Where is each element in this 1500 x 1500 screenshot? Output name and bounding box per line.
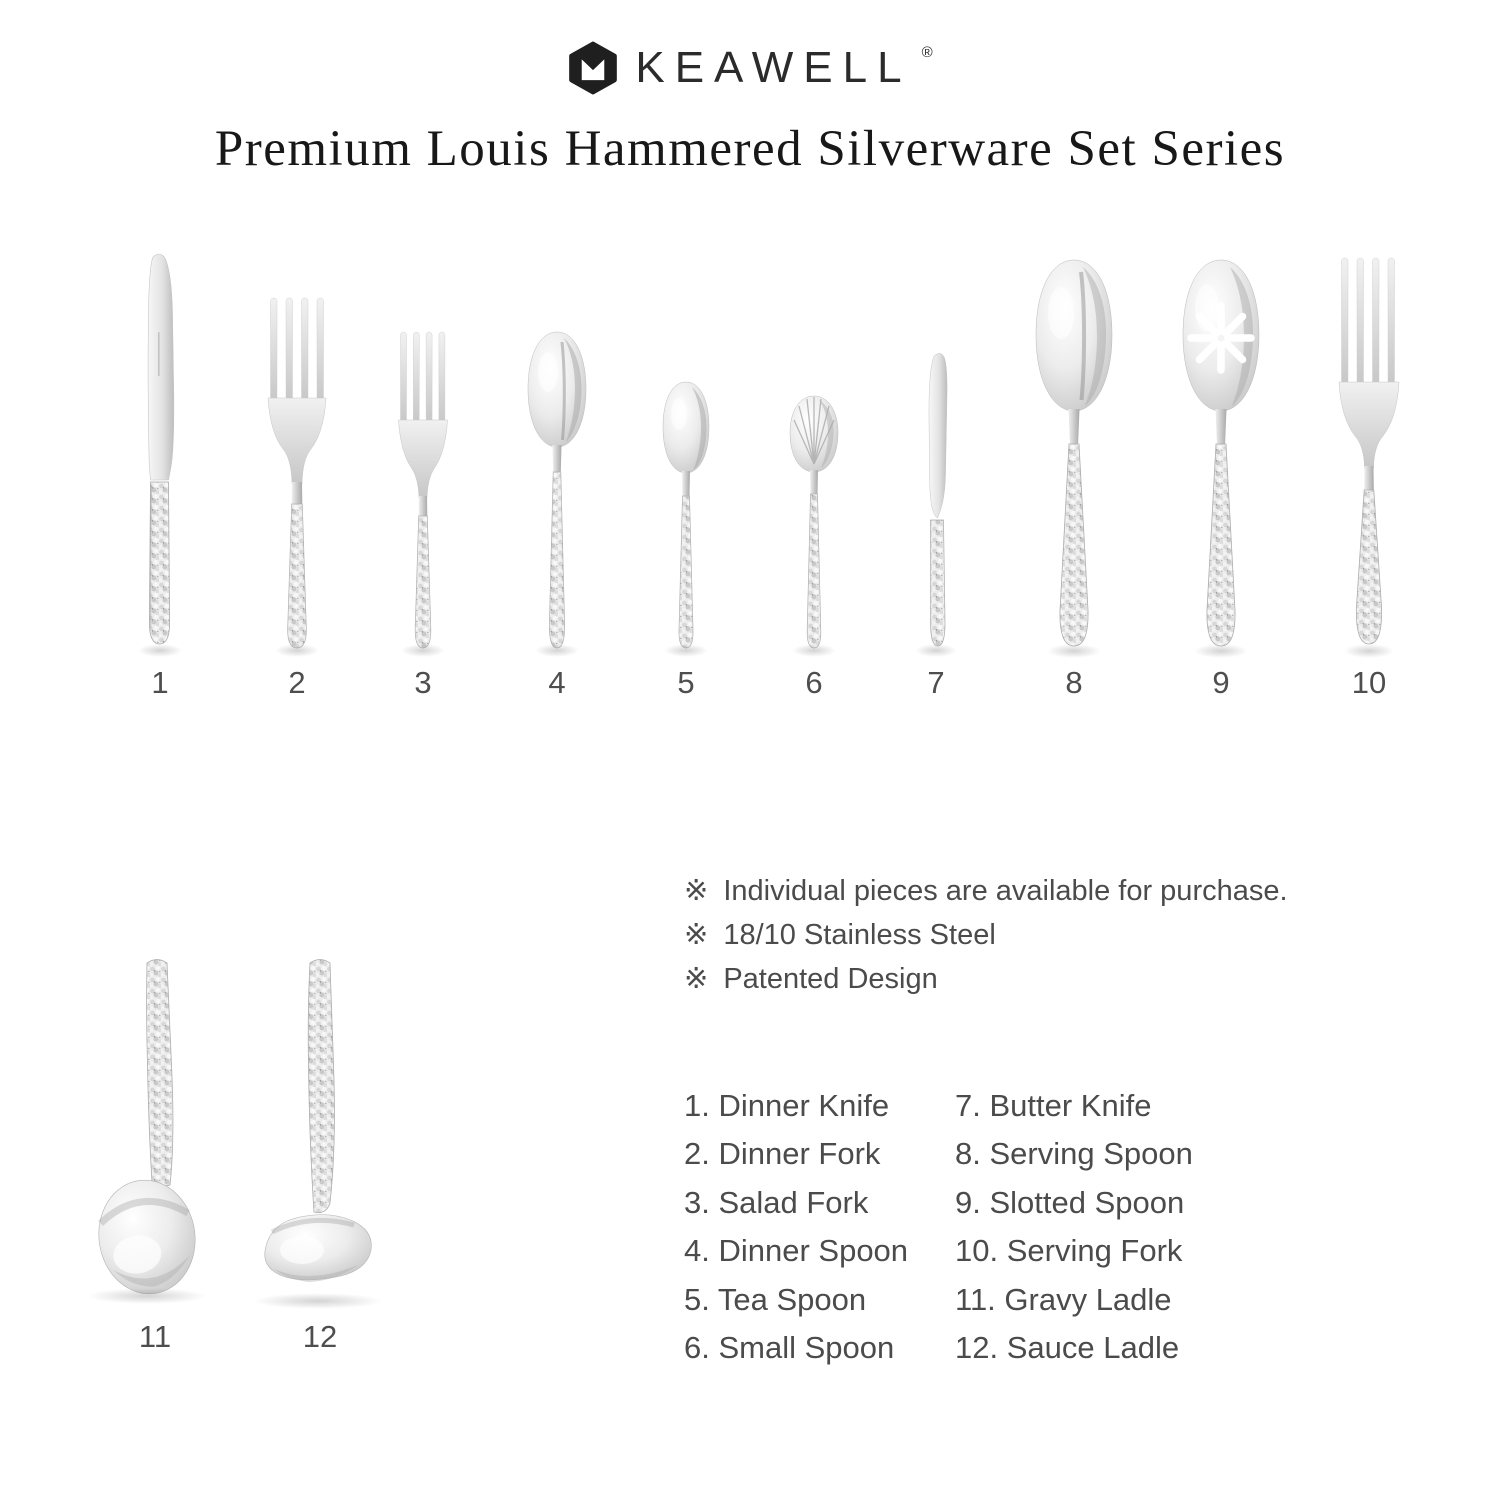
- brand-header: [0, 40, 1500, 96]
- fork-handle: [415, 516, 431, 648]
- legend-item: 12. Sauce Ladle: [955, 1330, 1180, 1366]
- spoon-handle: [549, 472, 564, 648]
- piece-tea-spoon: [660, 380, 712, 652]
- knife-blade: [929, 353, 947, 518]
- fork-head: [268, 398, 326, 484]
- serving-fork-image: [1337, 256, 1401, 652]
- legend-item: 2. Dinner Fork: [684, 1136, 881, 1172]
- utensil-shadow: [535, 644, 579, 657]
- registered-trademark-mark: ®: [921, 44, 933, 61]
- fork-head: [399, 420, 448, 498]
- feature-item: [684, 964, 1288, 995]
- piece-number-label: 2: [288, 665, 306, 700]
- fork-tines: [1342, 258, 1395, 386]
- serving-spoon-image: [1032, 258, 1116, 652]
- salad-fork-image: [396, 330, 450, 652]
- fork-handle: [1356, 490, 1381, 644]
- piece-gravy-ladle: [95, 955, 215, 1300]
- knife-handle: [149, 482, 169, 644]
- spoon-neck: [1216, 409, 1227, 446]
- knife-handle: [931, 520, 946, 646]
- dinner-knife-image: [137, 252, 183, 652]
- spoon-neck: [682, 471, 690, 496]
- utensil-shadow: [1344, 644, 1394, 658]
- utensil-shadow: [87, 1288, 207, 1304]
- utensil-shadow: [401, 644, 445, 657]
- feature-text: Patented Design: [723, 963, 938, 995]
- legend-item: 8. Serving Spoon: [955, 1136, 1193, 1172]
- piece-dinner-fork: [266, 296, 328, 652]
- feature-text: 18/10 Stainless Steel: [723, 919, 996, 951]
- brand-name: KEAWELL: [635, 43, 912, 92]
- piece-butter-knife: [921, 350, 951, 652]
- fork-head: [1339, 382, 1399, 468]
- sauce-ladle-image: [250, 955, 390, 1305]
- piece-number-label: 11: [138, 1319, 172, 1354]
- utensil-shadow: [792, 644, 836, 657]
- ladle-handle: [308, 960, 334, 1213]
- legend-column-2: [955, 1082, 1193, 1372]
- blade-engraving: [158, 332, 160, 376]
- reference-mark: ※: [684, 875, 709, 907]
- piece-number-label: 3: [414, 665, 432, 700]
- spoon-neck: [553, 445, 562, 472]
- utensil-shadow: [915, 644, 957, 657]
- feature-item: [684, 876, 1288, 907]
- piece-small-spoon: [786, 392, 842, 652]
- fork-handle: [288, 504, 307, 648]
- fork-neck: [1364, 466, 1374, 490]
- reference-mark: ※: [684, 963, 709, 995]
- piece-number-label: 4: [548, 665, 566, 700]
- utensil-shadow: [253, 1293, 383, 1309]
- piece-sauce-ladle: [250, 955, 390, 1305]
- reference-mark: ※: [684, 919, 709, 951]
- utensil-shadow: [664, 644, 708, 657]
- piece-serving-spoon: [1032, 258, 1116, 652]
- feature-text: Individual pieces are available for purchase.: [723, 875, 1288, 907]
- legend-item: 11. Gravy Ladle: [955, 1281, 1172, 1317]
- piece-number-label: 12: [302, 1319, 338, 1354]
- hexagon-m-logo-icon: [567, 41, 619, 95]
- feature-item: [684, 920, 1288, 951]
- piece-number-label: 7: [927, 665, 945, 700]
- piece-dinner-knife: [137, 252, 183, 652]
- features-list: [684, 876, 1288, 1008]
- utensil-shadow: [1194, 644, 1248, 658]
- utensil-shadow: [1047, 644, 1101, 658]
- piece-slotted-spoon: [1179, 258, 1263, 652]
- fork-tines: [271, 298, 324, 402]
- piece-dinner-spoon: [525, 330, 589, 652]
- piece-number-label: 5: [677, 665, 695, 700]
- tea-spoon-image: [660, 380, 712, 652]
- utensil-shadow: [275, 644, 319, 657]
- ladle-bowl: [265, 1215, 372, 1282]
- legend-item: 6. Small Spoon: [684, 1330, 895, 1366]
- piece-number-label: 9: [1212, 665, 1230, 700]
- legend-column-1: [684, 1082, 908, 1372]
- spoon-handle: [679, 496, 693, 648]
- legend-item: 1. Dinner Knife: [684, 1088, 890, 1123]
- piece-number-label: 8: [1065, 665, 1083, 700]
- legend-item: 9. Slotted Spoon: [955, 1184, 1185, 1220]
- spoon-handle: [807, 494, 821, 648]
- butter-knife-image: [921, 350, 951, 652]
- spoon-handle: [1207, 444, 1235, 646]
- dinner-fork-image: [266, 296, 328, 652]
- knife-blade: [148, 254, 174, 480]
- ladle-handle: [147, 960, 173, 1190]
- page-title: Premium Louis Hammered Silverware Set Series: [214, 121, 1286, 177]
- legend-item: 3. Salad Fork: [684, 1184, 869, 1220]
- legend-item: 10. Serving Fork: [955, 1233, 1183, 1269]
- spoon-neck: [1069, 409, 1080, 446]
- piece-number-label: 10: [1351, 665, 1387, 700]
- utensil-shadow: [138, 644, 182, 657]
- fork-tines: [401, 332, 445, 424]
- spoon-neck: [810, 470, 818, 494]
- small-spoon-image: [786, 392, 842, 652]
- piece-salad-fork: [396, 330, 450, 652]
- legend-item: 7. Butter Knife: [955, 1088, 1152, 1123]
- piece-number-label: 1: [151, 665, 169, 700]
- piece-serving-fork: [1337, 256, 1401, 652]
- dinner-spoon-image: [525, 330, 589, 652]
- fork-neck: [292, 482, 303, 504]
- legend-item: 5. Tea Spoon: [684, 1281, 867, 1317]
- ladle-bowl: [95, 1174, 202, 1300]
- gravy-ladle-image: [95, 955, 215, 1300]
- piece-number-label: 6: [805, 665, 823, 700]
- fork-neck: [419, 496, 428, 516]
- legend-item: 4. Dinner Spoon: [684, 1233, 909, 1269]
- slotted-spoon-image: [1179, 258, 1263, 652]
- spoon-handle: [1060, 444, 1088, 646]
